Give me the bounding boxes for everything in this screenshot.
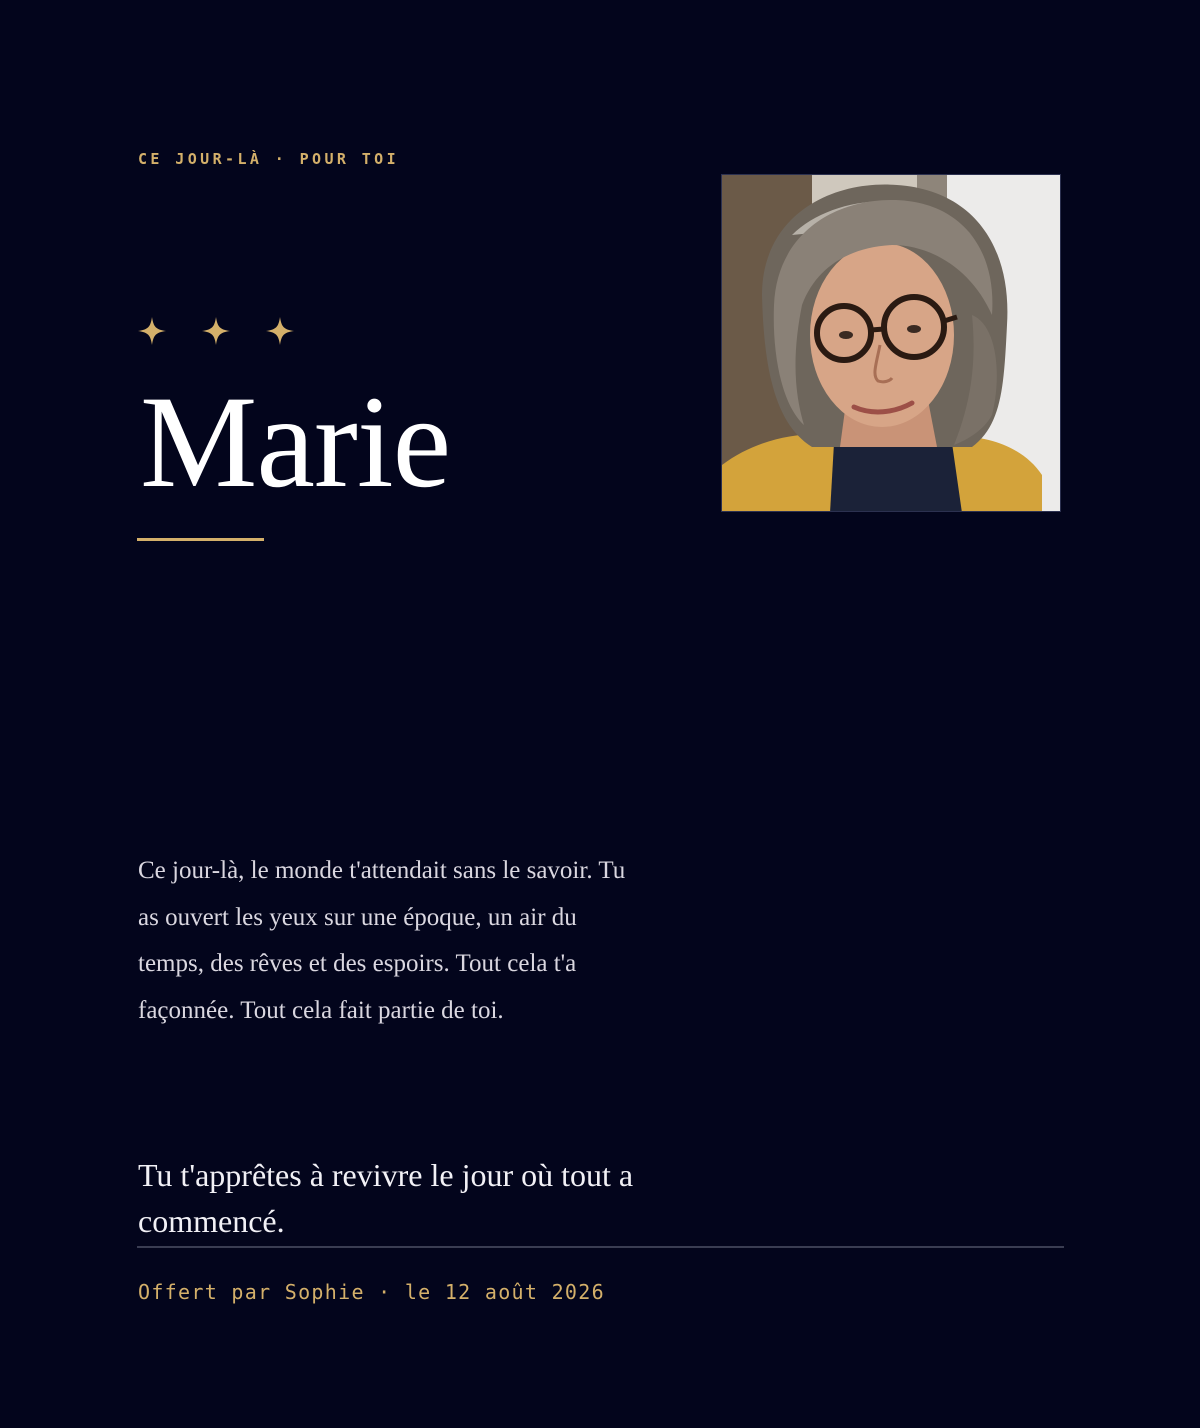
footer-divider	[137, 1246, 1064, 1248]
portrait-illustration	[722, 175, 1061, 512]
eyebrow-label: CE JOUR-LÀ · POUR TOI	[138, 150, 400, 168]
star-row	[137, 316, 295, 346]
star-icon	[265, 316, 295, 346]
name-underline	[137, 538, 264, 541]
message-body: Ce jour-là, le monde t'attendait sans le savoir. Tu as ouvert les yeux sur une époque, un air du temps, des rêves et des espoirs. Tout cela t'a façonnée. Tout cela fait partie de toi.	[138, 857, 626, 1024]
recipient-name: Marie	[140, 368, 451, 515]
gift-credit: Offert par Sophie · le 12 août 2026	[138, 1280, 605, 1304]
star-icon	[201, 316, 231, 346]
portrait-photo	[721, 174, 1061, 512]
star-icon	[137, 316, 167, 346]
message-lead: Tu t'apprêtes à revivre le jour où tout a commencé.	[138, 1157, 634, 1239]
